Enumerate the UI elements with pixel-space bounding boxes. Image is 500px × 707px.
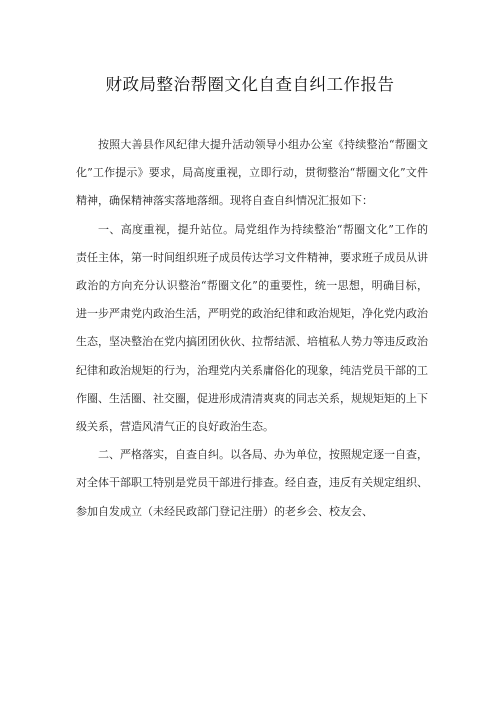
document-body: [76, 131, 428, 526]
document-title: 财政局整治帮圈文化自查自纠工作报告: [105, 75, 395, 94]
paragraph-section-1: 一、高度重视，提升站位。局党组作为持续整治“帮圈文化”工作的责任主体，第一时间组织班子成员传达学习文件精神，要求班子成员从讲政治的方向充分认识整治“帮圈文化”的重要性，统一思想，明确目标，进一步严肃党内政治生活，严明党的政治纪律和政治规矩，净化党内政治生态，坚决整治在党内搞团团伙伙、拉帮结派、培植私人势力等违反政治纪律和政治规矩的行为，治理党内关系庸俗化的现象，纯洁党员干部的工作圈、生活圈、社交圈，促进形成清清爽爽的同志关系，规规矩矩的上下级关系，营造风清气正的良好政治生态。: [76, 222, 428, 434]
paragraph-section-2: 二、严格落实，自查自纠。以各局、办为单位，按照规定逐一自查，对全体干部职工特别是党员干部进行排查。经自查，违反有关规定组织、参加自发成立（未经民政部门登记注册）的老乡会、校友会、: [76, 448, 428, 518]
paragraph-intro: 按照大善县作风纪律大提升活动领导小组办公室《持续整治“帮圈文化”工作提示》要求，局高度重视，立即行动，贯彻整治“帮圈文化”文件精神，确保精神落实落地落细。现将自查自纠情况汇报如下：: [76, 138, 428, 208]
